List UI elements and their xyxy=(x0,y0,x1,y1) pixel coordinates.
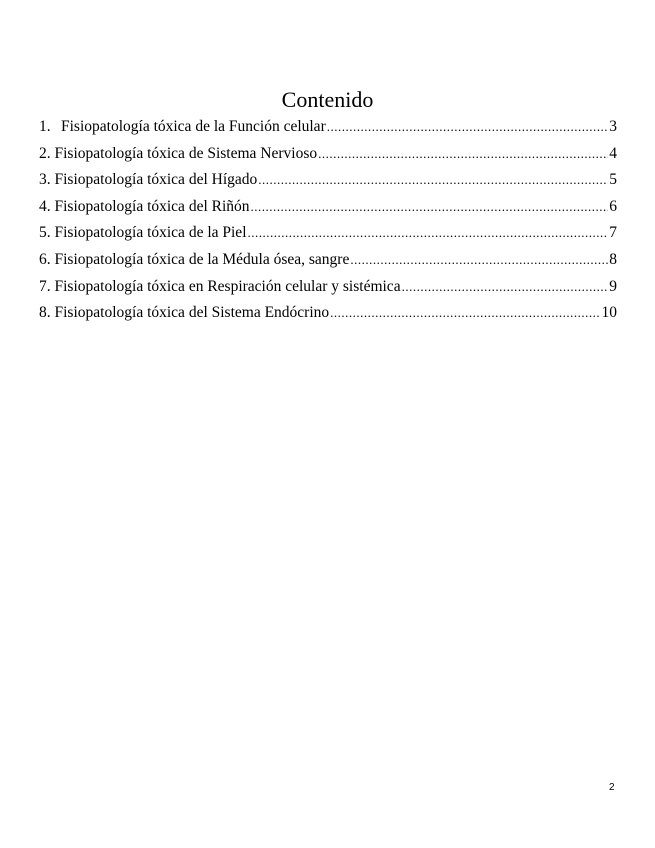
toc-entry-6[interactable] xyxy=(39,247,617,274)
toc-entry-number: 6. xyxy=(39,250,51,268)
toc-entry-number: 1. xyxy=(39,118,51,135)
toc-entry-page: 6 xyxy=(609,197,617,215)
toc-entry-title: Fisiopatología tóxica de la Piel xyxy=(54,224,247,242)
toc-entry-1[interactable] xyxy=(39,114,617,141)
toc-entry-4[interactable] xyxy=(39,194,617,221)
toc-title: Contenido xyxy=(281,87,374,112)
toc-entry-page: 5 xyxy=(609,171,617,189)
toc-leader-dots xyxy=(350,247,608,274)
toc-entry-title: Fisiopatología tóxica del Riñón xyxy=(54,197,250,215)
toc-entry-2[interactable] xyxy=(39,141,617,168)
table-of-contents xyxy=(39,114,617,327)
toc-entry-8[interactable] xyxy=(39,300,617,327)
toc-entry-3[interactable] xyxy=(39,167,617,194)
toc-leader-dots xyxy=(251,194,609,221)
toc-leader-dots xyxy=(402,274,609,301)
toc-leader-dots xyxy=(258,167,608,194)
page-number: 2 xyxy=(609,782,615,793)
toc-entry-page: 3 xyxy=(609,118,617,135)
toc-entry-7[interactable] xyxy=(39,274,617,301)
toc-entry-title: Fisiopatología tóxica del Sistema Endócrino xyxy=(54,304,330,322)
toc-entry-title: Fisiopatología tóxica de Sistema Nervioso xyxy=(54,144,318,162)
toc-entry-number: 3. xyxy=(39,171,51,189)
toc-leader-dots xyxy=(318,141,608,168)
toc-entry-text xyxy=(39,300,329,327)
toc-entry-text xyxy=(39,114,326,141)
toc-entry-number: 7. xyxy=(39,277,51,295)
toc-entry-text xyxy=(39,247,349,274)
toc-entry-page: 4 xyxy=(609,144,617,162)
toc-entry-title: Fisiopatología tóxica del Hígado xyxy=(54,171,258,189)
toc-entry-text xyxy=(39,141,317,168)
toc-entry-text xyxy=(39,167,257,194)
toc-leader-dots xyxy=(330,300,600,327)
toc-entry-title: Fisiopatología tóxica en Respiración celular y sistémica xyxy=(54,277,401,295)
toc-entry-text xyxy=(39,274,401,301)
toc-entry-number: 4. xyxy=(39,197,51,215)
toc-entry-text xyxy=(39,194,250,221)
toc-entry-page: 8 xyxy=(609,250,617,268)
toc-entry-number: 5. xyxy=(39,224,51,242)
toc-entry-page: 10 xyxy=(601,304,617,322)
toc-entry-5[interactable] xyxy=(39,220,617,247)
toc-leader-dots xyxy=(248,220,609,247)
toc-entry-number: 2. xyxy=(39,144,51,162)
toc-entry-page: 9 xyxy=(609,277,617,295)
toc-entry-title: Fisiopatología tóxica de la Médula ósea, sangre xyxy=(54,250,350,268)
toc-entry-text xyxy=(39,220,247,247)
toc-entry-title: Fisiopatología tóxica de la Función celular xyxy=(61,118,326,135)
toc-leader-dots xyxy=(327,114,609,141)
toc-entry-page: 7 xyxy=(609,224,617,242)
toc-entry-number: 8. xyxy=(39,304,51,322)
